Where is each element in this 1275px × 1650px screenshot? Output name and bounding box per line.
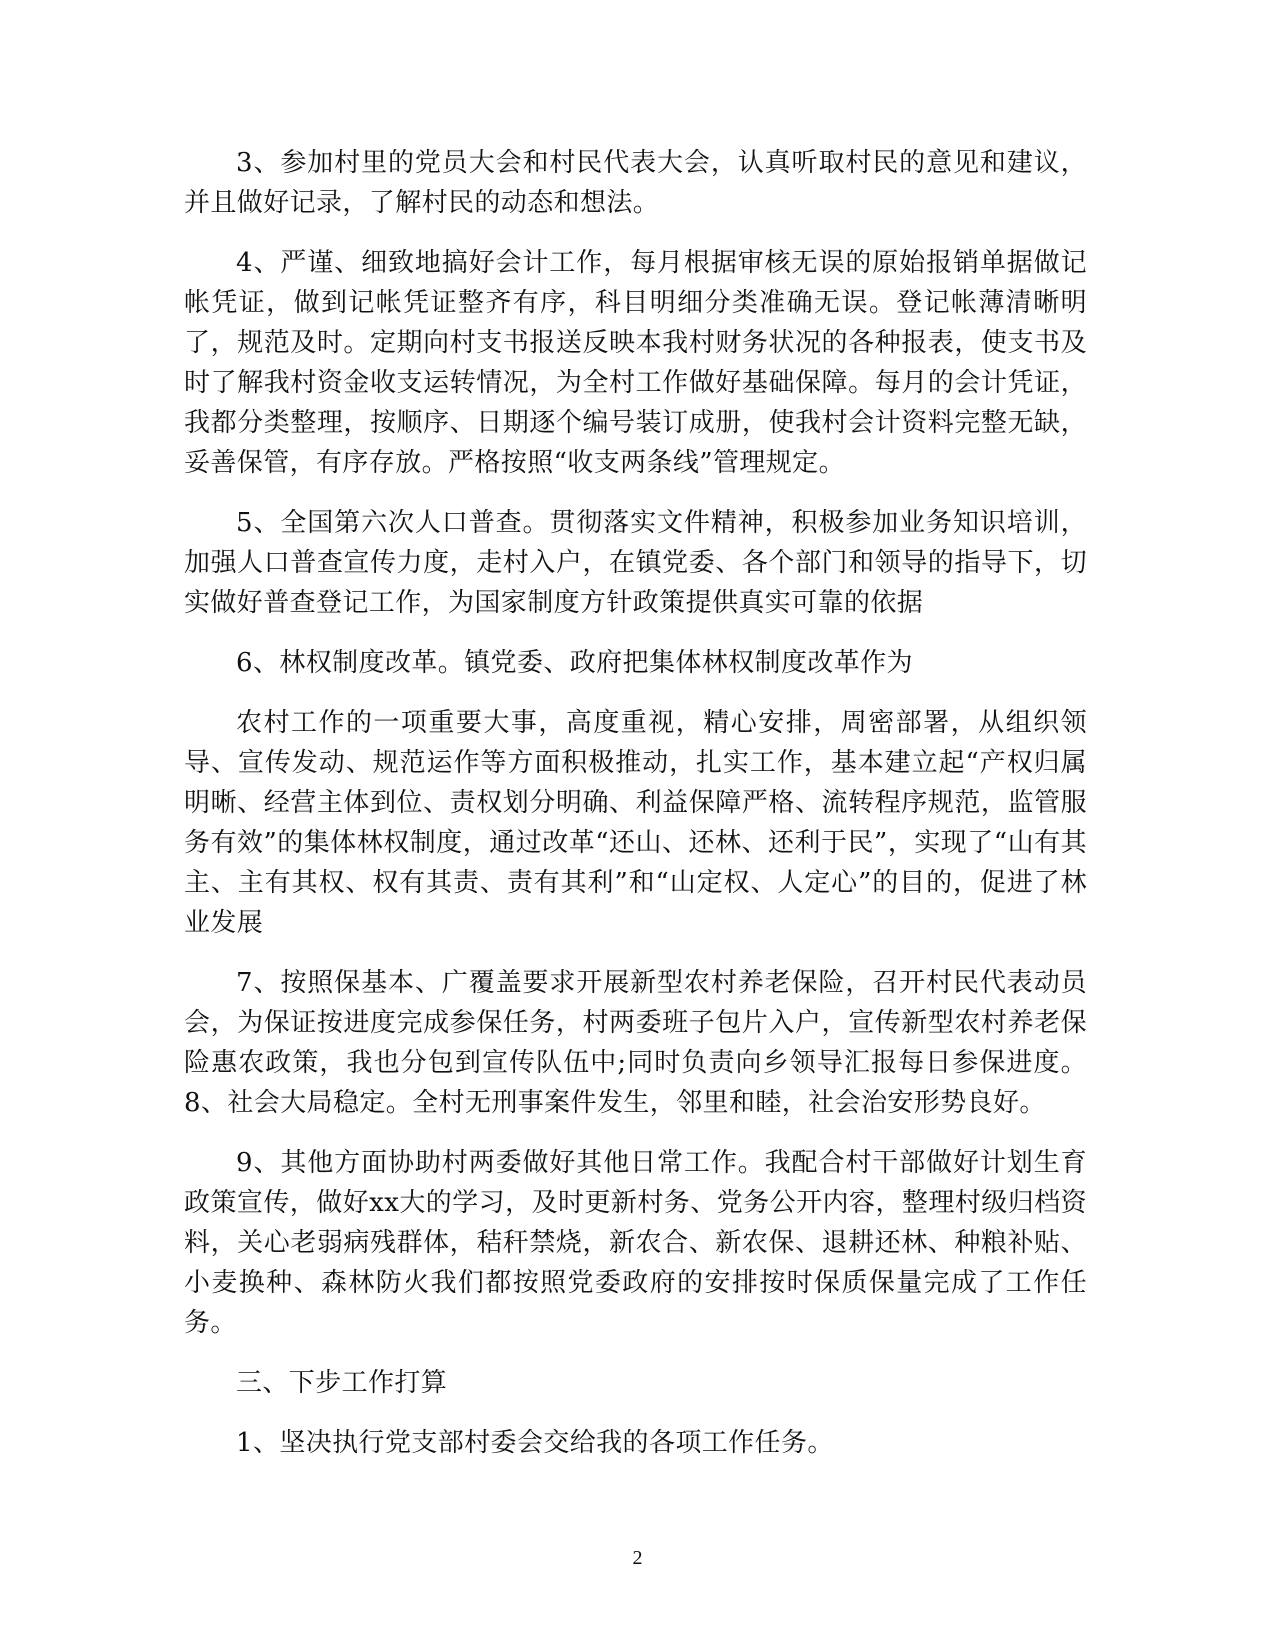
page-number: 2 xyxy=(632,1547,643,1569)
section-heading-next-steps: 三、下步工作打算 xyxy=(236,1368,448,1398)
paragraph-item-3: 3、参加村里的党员大会和村民代表大会，认真听取村民的意见和建议，并且做好记录，了解村民的动态和想法。 xyxy=(184,148,1087,218)
paragraph-item-6: 6、林权制度改革。镇党委、政府把集体林权制度改革作为 xyxy=(236,648,913,678)
paragraph-item-4: 4、严谨、细致地搞好会计工作，每月根据审核无误的原始报销单据做记帐凭证，做到记帐凭证整齐有序，科目明细分类准确无误。登记帐薄清晰明了，规范及时。定期向村支书报送反映本我村财务状况的各种报表，使支书及时了解我村资金收支运转情况，为全村工作做好基础保障。每月的会计凭证，我都分类整理，按顺序、日期逐个编号装订成册，使我村会计资料完整无缺，妥善保管，有序存放。严格按照“收支两条线”管理规定。 xyxy=(184,248,1087,478)
paragraph-item-5: 5、全国第六次人口普查。贯彻落实文件精神，积极参加业务知识培训，加强人口普查宣传力度，走村入户，在镇党委、各个部门和领导的指导下，切实做好普查登记工作，为国家制度方针政策提供真实可靠的依据 xyxy=(184,508,1087,618)
paragraph-item-6-continued: 农村工作的一项重要大事，高度重视，精心安排，周密部署，从组织领导、宣传发动、规范运作等方面积极推动，扎实工作，基本建立起“产权归属明晰、经营主体到位、责权划分明确、利益保障严格、流转程序规范，监管服务有效”的集体林权制度，通过改革“还山、还林、还利于民”，实现了“山有其主、主有其权、权有其责、责有其利”和“山定权、人定心”的目的，促进了林业发展 xyxy=(184,708,1087,938)
paragraph-item-9: 9、其他方面协助村两委做好其他日常工作。我配合村干部做好计划生育政策宣传，做好xx大的学习，及时更新村务、党务公开内容，整理村级归档资料，关心老弱病残群体，秸秆禁烧，新农合、新农保、退耕还林、种粮补贴、小麦换种、森林防火我们都按照党委政府的安排按时保质保量完成了工作任务。 xyxy=(184,1148,1087,1338)
paragraph-item-7-8: 7、按照保基本、广覆盖要求开展新型农村养老保险，召开村民代表动员会，为保证按进度完成参保任务，村两委班子包片入户，宣传新型农村养老保险惠农政策，我也分包到宣传队伍中;同时负责向乡领导汇报每日参保进度。8、社会大局稳定。全村无刑事案件发生，邻里和睦，社会治安形势良好。 xyxy=(184,968,1087,1118)
paragraph-next-step-1: 1、坚决执行党支部村委会交给我的各项工作任务。 xyxy=(236,1428,834,1458)
document-body xyxy=(184,143,1087,1483)
